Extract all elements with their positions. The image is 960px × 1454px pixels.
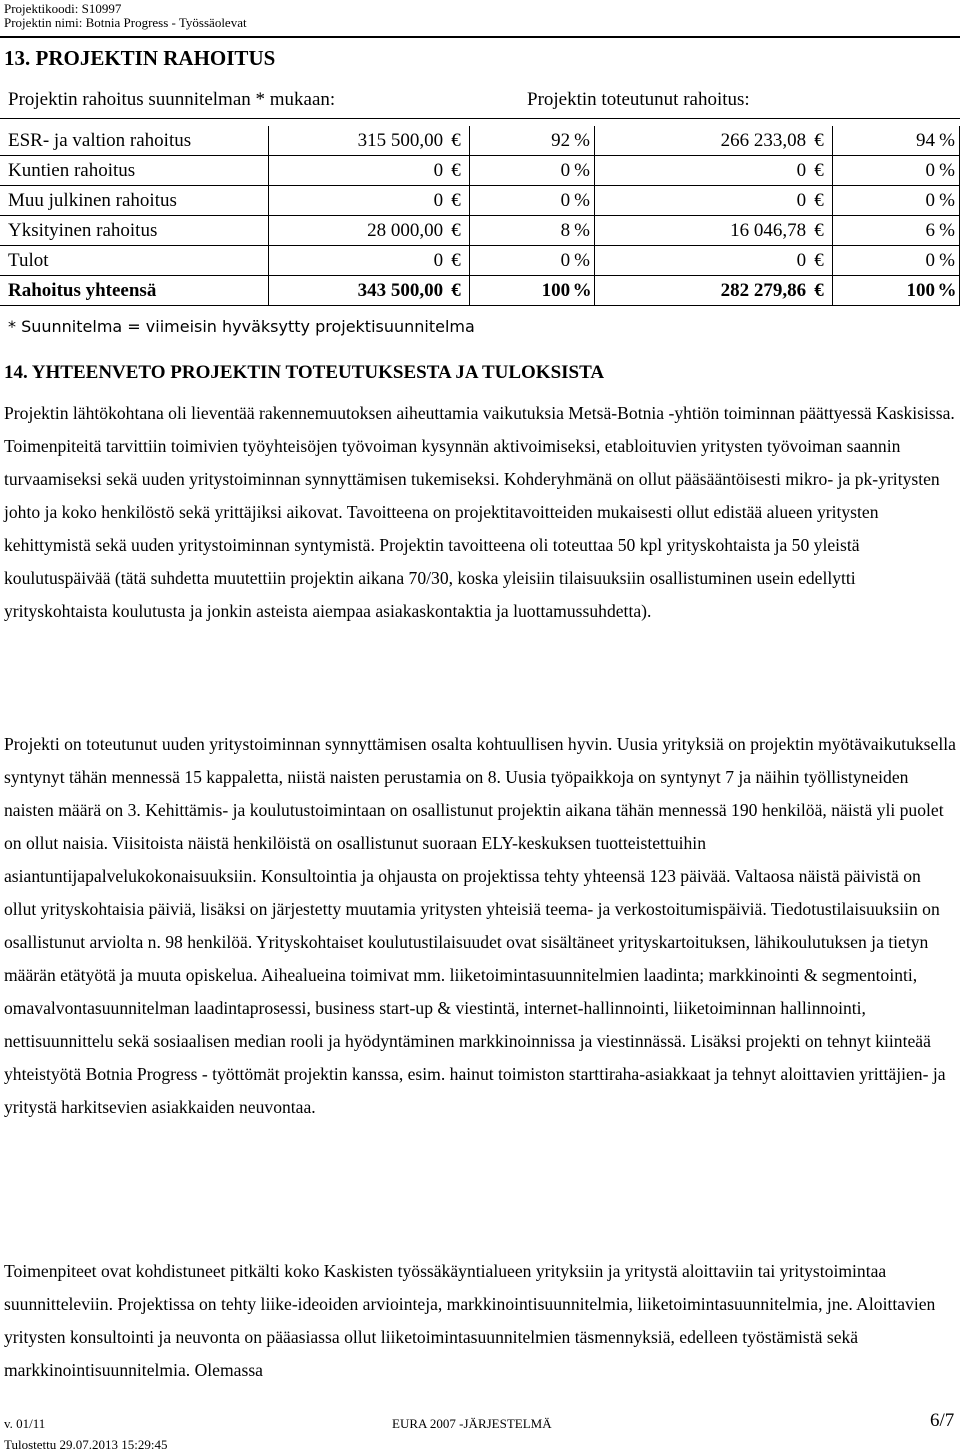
section-13-title: 13. PROJEKTIN RAHOITUS (4, 46, 276, 70)
summary-paragraph-3: Toimenpiteet ovat kohdistuneet pitkälti koko Kaskisten työssäkäyntialueen yrityksiin ja yritystä aloittaviin tai yritystoimintaa suunnitteleviin. Projektissa on tehty liike-ideoiden arviointeja, markkinointisuunnitelmia, liiketoimintasuunnitelmia, jne. Aloittavien yritysten konsultointi ja neuvonta on pääasiassa ollut liiketoimintasuunnitelmien täsmennyksiä, edelleen työstämistä sekä markkinointisuunnitelmia. Olemassa (4, 1261, 936, 1380)
plan-heading: Projektin rahoitus suunnitelman * mukaan: (8, 89, 336, 110)
plan-currency: € (443, 276, 469, 306)
row-label: Yksityinen rahoitus (0, 216, 269, 246)
financing-row (0, 186, 960, 216)
actual-heading: Projektin toteutunut rahoitus: (527, 89, 750, 110)
actual-amount: 282 279,86 (595, 276, 807, 306)
plan-footnote: * Suunnitelma = viimeisin hyväksytty projektisuunnitelma (8, 317, 475, 336)
actual-amount: 266 233,08 (595, 126, 807, 156)
plan-percent-sign: % (570, 186, 594, 216)
summary-paragraph-2: Projekti on toteutunut uuden yritystoiminnan synnyttämisen osalta kohtuullisen hyvin. Uusia yrityksiä on projektin myötävaikutuksella syntynyt tähän mennessä 15 kappaletta, niistä naisten perustamia on 8. Uusia työpaikkoja on syntynyt 7 ja näihin työllistyneiden naisten määrä on 3. Kehittämis- ja koulutustoimintaan on osallistunut projektin aikana tähän mennessä 190 henkilöä, näistä yli puolet on ollut naisia. Viisitoista näistä henkilöistä on osallistunut suoraan ELY-keskuksen tuotteistettuihin asiantuntijapalvelukokonaisuuksiin. Konsultointia ja ohjausta on projektissa tehty yhteensä 123 päivää. Valtaosa näistä päivistä on ollut yrityskohtaisia päiviä, lisäksi on järjestetty muutamia yritysten yhteisiä teema- ja verkostoitumispäiviä. Tiedotustilaisuuksiin on osallistunut arviolta n. 98 henkilöä. Yrityskohtaiset koulutustilaisuudet ovat sisältäneet yrityskartoituksen, lähikoulutuksen ja tietyn määrän etätyötä ja muuta opiskelua. Aihealueina toimivat mm. liiketoimintasuunnitelmien laadinta; markkinointi & segmentointi, omavalvontasuunnitelman laadintaprosessi, business start-up & viestintä, internet-hallinnointi, liiketoiminnan hallinnointi, nettisuunnittelu sekä sosiaalisen median rooli ja hyödyntäminen markkinoinnissa ja viestinnässä. Lisäksi projekti on tehnyt kiinteää yhteistyötä Botnia Progress - työttömät projektin kanssa, esim. hainut toimiston starttiraha-asiakkaat ja tehnyt aloittavien yrittäjien- ja yritystä harkitsevien asiakkaiden neuvontaa. (4, 734, 956, 1117)
header-divider (0, 36, 960, 38)
actual-percent: 0 (832, 186, 935, 216)
table-top-rule (0, 118, 960, 119)
row-label: Muu julkinen rahoitus (0, 186, 269, 216)
actual-currency: € (806, 246, 832, 276)
plan-percent: 0 (469, 246, 570, 276)
plan-amount: 0 (269, 246, 443, 276)
plan-percent-sign: % (570, 246, 594, 276)
plan-percent-sign: % (570, 216, 594, 246)
actual-amount: 16 046,78 (595, 216, 807, 246)
actual-currency: € (806, 276, 832, 306)
plan-amount: 0 (269, 186, 443, 216)
actual-percent-sign: % (935, 126, 959, 156)
actual-percent-sign: % (935, 186, 959, 216)
plan-currency: € (443, 156, 469, 186)
section-14-title: 14. YHTEENVETO PROJEKTIN TOTEUTUKSESTA JA TULOKSISTA (4, 362, 605, 383)
plan-percent-sign: % (570, 156, 594, 186)
financing-row (0, 246, 960, 276)
plan-currency: € (443, 126, 469, 156)
footer-system: EURA 2007 -JÄRJESTELMÄ (392, 1416, 552, 1431)
plan-amount: 343 500,00 (269, 276, 443, 306)
actual-percent: 0 (832, 156, 935, 186)
footer-version: v. 01/11 (4, 1416, 46, 1431)
plan-currency: € (443, 186, 469, 216)
actual-amount: 0 (595, 246, 807, 276)
row-label: Kuntien rahoitus (0, 156, 269, 186)
summary-paragraph-1: Projektin lähtökohtana oli lieventää rakennemuutoksen aiheuttamia vaikutuksia Metsä-Botnia -yhtiön toiminnan päättyessä Kaskisissa. Toimenpiteitä tarvittiin toimivien työyhteisöjen työvoiman kysynnän aktivoimiseksi, etabloituvien yritysten työvoiman saannin turvaamiseksi sekä uuden yritystoiminnan synnyttämisen tukemiseksi. Kohderyhmänä on ollut pääsääntöisesti mikro- ja pk-yritysten johto ja koko henkilöstö sekä yrittäjiksi aikovat. Tavoitteena on projektitavoitteiden mukaisesti ollut edistää alueen yritysten kehittymistä sekä uuden yritystoiminnan syntymistä. Projektin tavoitteena oli toteuttaa 50 kpl yrityskohtaista ja 50 yleistä koulutuspäivää (tätä suhdetta muutettiin projektin aikana 70/30, koska yleisiin tilaisuuksiin osallistuminen usein edellytti yrityskohtaista koulutusta ja jonkin asteista aiempaa asiakaskontaktia ja luottamussuhdetta). (4, 403, 955, 621)
actual-percent-sign: % (935, 156, 959, 186)
actual-percent-sign: % (935, 216, 959, 246)
plan-amount: 315 500,00 (269, 126, 443, 156)
plan-percent-sign: % (570, 276, 594, 306)
actual-amount: 0 (595, 156, 807, 186)
actual-currency: € (806, 126, 832, 156)
footer-printed: Tulostettu 29.07.2013 15:29:45 (4, 1437, 168, 1452)
row-label: Rahoitus yhteensä (0, 276, 269, 306)
actual-amount: 0 (595, 186, 807, 216)
actual-percent: 0 (832, 246, 935, 276)
actual-currency: € (806, 216, 832, 246)
financing-row (0, 216, 960, 246)
row-label: Tulot (0, 246, 269, 276)
plan-currency: € (443, 216, 469, 246)
project-code: Projektikoodi: S10997 (4, 1, 122, 16)
actual-percent: 100 (832, 276, 935, 306)
actual-currency: € (806, 156, 832, 186)
plan-percent: 92 (469, 126, 570, 156)
row-label: ESR- ja valtion rahoitus (0, 126, 269, 156)
plan-percent-sign: % (570, 126, 594, 156)
financing-row (0, 156, 960, 186)
plan-percent: 0 (469, 156, 570, 186)
actual-percent-sign: % (935, 246, 959, 276)
page-number: 6/7 (930, 1410, 955, 1431)
plan-amount: 28 000,00 (269, 216, 443, 246)
financing-table (0, 126, 960, 306)
plan-percent: 8 (469, 216, 570, 246)
plan-currency: € (443, 246, 469, 276)
actual-percent: 94 (832, 126, 935, 156)
financing-row (0, 126, 960, 156)
plan-percent: 100 (469, 276, 570, 306)
actual-currency: € (806, 186, 832, 216)
financing-row (0, 276, 960, 306)
actual-percent: 6 (832, 216, 935, 246)
actual-percent-sign: % (935, 276, 959, 306)
plan-amount: 0 (269, 156, 443, 186)
project-name: Projektin nimi: Botnia Progress - Työssäolevat (4, 15, 247, 30)
plan-percent: 0 (469, 186, 570, 216)
